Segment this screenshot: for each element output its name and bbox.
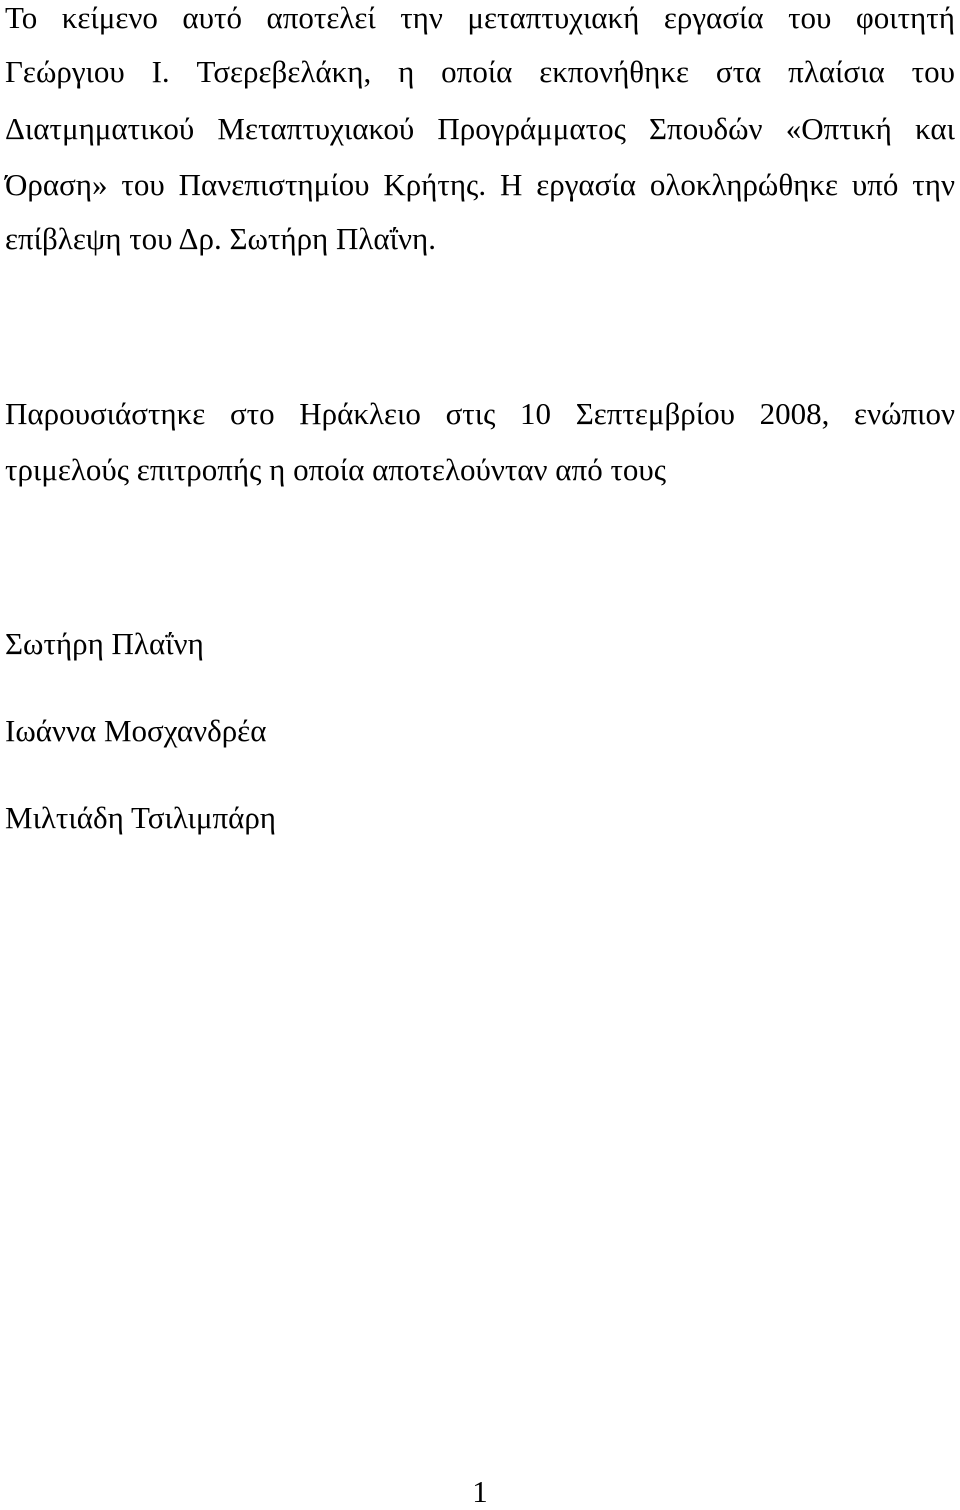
word: «Οπτική [785, 111, 892, 146]
word: του [121, 167, 165, 202]
word: εκπονήθηκε [539, 54, 689, 89]
word: στις [445, 396, 496, 431]
committee-member: Μιλτιάδη Τσιλιμπάρη [5, 800, 277, 835]
word: την [400, 0, 443, 35]
word: οποία [441, 54, 513, 89]
word: Κρήτης. [383, 167, 487, 202]
word: Μεταπτυχιακού [217, 111, 415, 146]
word: Γεώργιου [5, 54, 125, 89]
paragraph2-line1 [5, 396, 955, 432]
word: Διατμηματικού [5, 111, 195, 146]
word: υπό [851, 167, 899, 202]
committee-member: Σωτήρη Πλαΐνη [5, 626, 204, 661]
word: κείμενο [61, 0, 158, 35]
paragraph1-line3 [5, 111, 955, 147]
word: εργασία [536, 167, 636, 202]
paragraph2-line2: τριμελούς επιτροπής η οποία αποτελούνταν από τους [5, 452, 667, 487]
word: Ηράκλειο [299, 396, 421, 431]
word: πλαίσια [788, 54, 885, 89]
word: αυτό [182, 0, 242, 35]
paragraph1-line4 [5, 167, 955, 203]
word: στα [715, 54, 762, 89]
page-number: 1 [472, 1474, 488, 1509]
word: Σεπτεμβρίου [575, 396, 735, 431]
word: Όραση» [5, 167, 108, 202]
word: εργασία [663, 0, 764, 35]
word: στο [229, 396, 275, 431]
word: αποτελεί [266, 0, 376, 35]
word: η [398, 54, 415, 89]
word: Η [499, 167, 523, 202]
paragraph1-line2 [5, 54, 955, 90]
word: μεταπτυχιακή [467, 0, 640, 35]
word: την [912, 167, 955, 202]
word: ενώπιον [854, 396, 955, 431]
committee-member: Ιωάννα Μοσχανδρέα [5, 713, 267, 748]
word: του [788, 0, 832, 35]
word: Πανεπιστημίου [178, 167, 370, 202]
word: του [911, 54, 955, 89]
word: φοιτητή [855, 0, 955, 35]
word: Ι. [151, 54, 170, 89]
word: Το [5, 0, 38, 35]
paragraph1-line5: επίβλεψη του Δρ. Σωτήρη Πλαΐνη. [5, 221, 436, 256]
word: ολοκληρώθηκε [649, 167, 839, 202]
paragraph1-line1 [5, 0, 955, 36]
word: Προγράμματος [437, 111, 626, 146]
word: 10 [520, 396, 552, 431]
word: και [915, 111, 955, 146]
word: Σπουδών [649, 111, 763, 146]
word: 2008, [759, 396, 830, 431]
word: Τσερεβελάκη, [196, 54, 372, 89]
word: Παρουσιάστηκε [5, 396, 206, 431]
